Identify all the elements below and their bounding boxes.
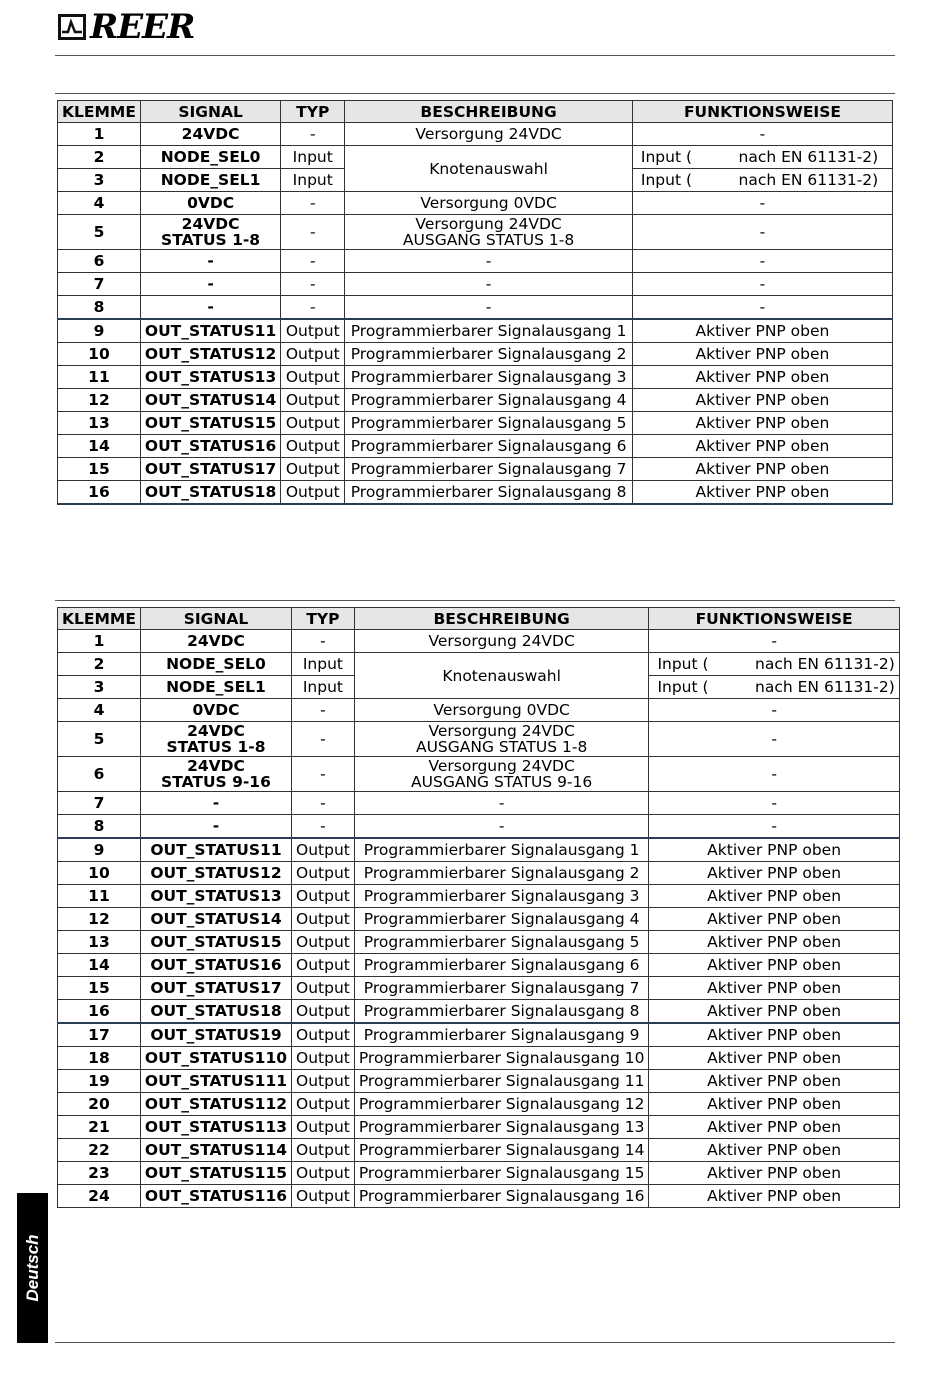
typ-cell: Input [292,653,355,676]
signal-cell: OUT_STATUS11 [140,319,280,343]
table2-top-divider [55,600,895,601]
typ-cell: Output [281,389,345,412]
table-row [58,757,900,792]
funktionsweise-cell: Aktiver PNP oben [649,908,899,931]
typ-cell: Output [292,1162,355,1185]
beschreibung-cell: Versorgung 24VDC [345,123,633,146]
funktionsweise-cell: Aktiver PNP oben [632,389,892,412]
beschreibung-cell: Programmierbarer Signalausgang 6 [345,435,633,458]
signal-line-1: 24VDC [187,757,245,775]
beschreibung-cell: Programmierbarer Signalausgang 16 [354,1185,649,1208]
klemme-cell: 24 [58,1185,141,1208]
signal-cell: OUT_STATUS11 [140,838,291,862]
signal-line-1: 24VDC [187,722,245,740]
beschreibung-line-2: AUSGANG STATUS 9-16 [411,773,593,791]
typ-cell: Output [281,366,345,389]
funktionsweise-cell: - [632,123,892,146]
beschreibung-cell: Programmierbarer Signalausgang 6 [354,954,649,977]
klemme-cell: 23 [58,1162,141,1185]
signal-cell: NODE_SEL0 [140,146,280,169]
table-row [58,146,893,169]
typ-cell: Input [281,146,345,169]
signal-cell: 24VDC [140,630,291,653]
signal-cell [140,215,280,250]
table-row [58,885,900,908]
beschreibung-line-2: AUSGANG STATUS 1-8 [415,738,588,756]
klemme-cell: 9 [58,319,141,343]
beschreibung-cell: Programmierbarer Signalausgang 12 [354,1093,649,1116]
beschreibung-cell: - [354,815,649,839]
klemme-cell: 4 [58,192,141,215]
typ-cell: Output [292,1116,355,1139]
table-row [58,838,900,862]
klemme-cell: 22 [58,1139,141,1162]
table-row [58,366,893,389]
header-klemme: KLEMME [58,608,141,630]
funktionsweise-cell: Aktiver PNP oben [632,435,892,458]
signal-cell: - [140,296,280,320]
funktionsweise-cell: - [632,296,892,320]
beschreibung-cell: Programmierbarer Signalausgang 5 [345,412,633,435]
funktionsweise-cell: Aktiver PNP oben [632,458,892,481]
signal-cell: OUT_STATUS13 [140,366,280,389]
signal-cell: OUT_STATUS16 [140,435,280,458]
header-funktionsweise: FUNKTIONSWEISE [649,608,899,630]
klemme-cell: 5 [58,215,141,250]
funktionsweise-cell: - [632,250,892,273]
typ-cell: Output [292,954,355,977]
funktionsweise-cell: - [649,815,899,839]
klemme-cell: 10 [58,343,141,366]
header-signal: SIGNAL [140,101,280,123]
beschreibung-cell: Programmierbarer Signalausgang 4 [345,389,633,412]
beschreibung-cell: Programmierbarer Signalausgang 1 [345,319,633,343]
table-row [58,931,900,954]
beschreibung-cell: Programmierbarer Signalausgang 3 [354,885,649,908]
beschreibung-cell: Versorgung 24VDC [354,630,649,653]
klemme-cell: 7 [58,273,141,296]
beschreibung-cell: Programmierbarer Signalausgang 8 [345,481,633,505]
signal-cell: OUT_STATUS17 [140,977,291,1000]
typ-cell: - [292,722,355,757]
klemme-cell: 19 [58,1070,141,1093]
signal-cell: OUT_STATUS19 [140,1023,291,1047]
beschreibung-line-1: Versorgung 24VDC [415,215,562,233]
typ-cell: - [281,250,345,273]
typ-cell: Output [292,1185,355,1208]
klemme-cell: 21 [58,1116,141,1139]
table-row [58,722,900,757]
signal-cell: OUT_STATUS115 [140,1162,291,1185]
funktionsweise-cell: Input ( nach EN 61131-2) [632,146,892,169]
klemme-cell: 17 [58,1023,141,1047]
signal-cell: OUT_STATUS16 [140,954,291,977]
reer-logo [58,7,195,47]
typ-cell: Output [281,319,345,343]
language-label: Deutsch [22,1234,42,1302]
typ-cell: Output [281,481,345,505]
funktionsweise-cell: Input ( nach EN 61131-2) [649,653,899,676]
table-row [58,1093,900,1116]
klemme-cell: 12 [58,389,141,412]
table-row [58,123,893,146]
funktionsweise-cell: - [632,273,892,296]
signal-cell: - [140,250,280,273]
klemme-cell: 15 [58,458,141,481]
beschreibung-cell: Programmierbarer Signalausgang 13 [354,1116,649,1139]
typ-cell: Output [281,435,345,458]
beschreibung-line-1: Versorgung 24VDC [428,757,575,775]
typ-cell: Output [292,908,355,931]
header-signal: SIGNAL [140,608,291,630]
header-klemme: KLEMME [58,101,141,123]
funktionsweise-cell: Aktiver PNP oben [649,1162,899,1185]
funktionsweise-cell: - [632,215,892,250]
funktionsweise-cell: - [649,792,899,815]
table-row [58,1116,900,1139]
table-row [58,192,893,215]
beschreibung-cell: Programmierbarer Signalausgang 7 [354,977,649,1000]
beschreibung-cell-merged: Knotenauswahl [345,146,633,192]
funktionsweise-cell: Aktiver PNP oben [649,1023,899,1047]
brand-name: REER [90,7,195,47]
klemme-cell: 2 [58,146,141,169]
signal-cell: OUT_STATUS12 [140,862,291,885]
beschreibung-cell: Programmierbarer Signalausgang 14 [354,1139,649,1162]
klemme-cell: 10 [58,862,141,885]
klemme-cell: 3 [58,169,141,192]
table-row [58,1000,900,1024]
beschreibung-cell: Programmierbarer Signalausgang 5 [354,931,649,954]
klemme-cell: 8 [58,815,141,839]
signal-cell: OUT_STATUS113 [140,1116,291,1139]
table-row [58,954,900,977]
signal-line-1: 24VDC [181,215,240,233]
signal-line-2: STATUS 1-8 [166,738,266,756]
klemme-cell: 6 [58,757,141,792]
header-typ: TYP [281,101,345,123]
typ-cell: - [281,192,345,215]
terminal-table-16 [57,607,900,1208]
funktionsweise-cell: Input ( nach EN 61131-2) [649,676,899,699]
signal-cell: OUT_STATUS112 [140,1093,291,1116]
table-row [58,977,900,1000]
typ-cell: Output [292,1093,355,1116]
typ-cell: - [281,123,345,146]
table-row [58,343,893,366]
signal-cell: OUT_STATUS14 [140,908,291,931]
signal-cell: - [140,273,280,296]
typ-cell: Output [292,862,355,885]
signal-cell: OUT_STATUS114 [140,1139,291,1162]
table-row [58,319,893,343]
beschreibung-cell: - [345,273,633,296]
funktionsweise-cell: Aktiver PNP oben [649,1116,899,1139]
signal-cell: OUT_STATUS15 [140,412,280,435]
beschreibung-cell: - [345,296,633,320]
signal-cell: OUT_STATUS12 [140,343,280,366]
beschreibung-cell: Programmierbarer Signalausgang 11 [354,1070,649,1093]
funktionsweise-cell: Aktiver PNP oben [649,1185,899,1208]
reer-logo-icon [58,14,86,40]
beschreibung-cell: Programmierbarer Signalausgang 15 [354,1162,649,1185]
klemme-cell: 13 [58,412,141,435]
header-beschreibung: BESCHREIBUNG [354,608,649,630]
signal-cell: OUT_STATUS13 [140,885,291,908]
terminal-table-8 [57,100,893,505]
beschreibung-line-2: AUSGANG STATUS 1-8 [402,231,575,249]
beschreibung-cell: Programmierbarer Signalausgang 2 [345,343,633,366]
klemme-cell: 6 [58,250,141,273]
klemme-cell: 14 [58,954,141,977]
klemme-cell: 9 [58,838,141,862]
funktionsweise-cell: Aktiver PNP oben [649,885,899,908]
table-row [58,908,900,931]
beschreibung-cell-merged: Knotenauswahl [354,653,649,699]
funktionsweise-cell: - [649,757,899,792]
beschreibung-cell: Programmierbarer Signalausgang 4 [354,908,649,931]
klemme-cell: 4 [58,699,141,722]
beschreibung-cell: Programmierbarer Signalausgang 9 [354,1023,649,1047]
klemme-cell: 2 [58,653,141,676]
table-row [58,481,893,505]
beschreibung-cell [354,722,649,757]
table-row [58,412,893,435]
typ-cell: - [281,215,345,250]
signal-cell: OUT_STATUS110 [140,1047,291,1070]
table-row [58,1047,900,1070]
funktionsweise-cell: Aktiver PNP oben [649,931,899,954]
typ-cell: Output [281,458,345,481]
language-side-tab [17,1193,48,1343]
funktionsweise-cell: Aktiver PNP oben [649,862,899,885]
typ-cell: Output [292,1000,355,1024]
table-header-row [58,608,900,630]
signal-cell: - [140,815,291,839]
klemme-cell: 8 [58,296,141,320]
signal-cell: - [140,792,291,815]
klemme-cell: 5 [58,722,141,757]
table-row [58,458,893,481]
klemme-cell: 16 [58,1000,141,1024]
klemme-cell: 20 [58,1093,141,1116]
table-row [58,862,900,885]
klemme-cell: 13 [58,931,141,954]
beschreibung-cell [345,215,633,250]
header-typ: TYP [292,608,355,630]
signal-cell: NODE_SEL1 [140,676,291,699]
table-row [58,1185,900,1208]
table-header-row [58,101,893,123]
table-row [58,435,893,458]
typ-cell: Output [292,977,355,1000]
funktionsweise-cell: Aktiver PNP oben [649,1047,899,1070]
table-row [58,630,900,653]
klemme-cell: 14 [58,435,141,458]
funktionsweise-cell: Aktiver PNP oben [649,977,899,1000]
klemme-cell: 7 [58,792,141,815]
table-row [58,815,900,839]
table-row [58,250,893,273]
table-row [58,1162,900,1185]
typ-cell: Output [281,343,345,366]
typ-cell: Output [292,1070,355,1093]
table-row [58,296,893,320]
table-row [58,792,900,815]
funktionsweise-cell: Aktiver PNP oben [632,319,892,343]
typ-cell: Output [292,931,355,954]
klemme-cell: 15 [58,977,141,1000]
signal-cell: OUT_STATUS17 [140,458,280,481]
funktionsweise-cell: Aktiver PNP oben [649,954,899,977]
table-row [58,1070,900,1093]
typ-cell: - [292,792,355,815]
typ-cell: Output [292,1023,355,1047]
typ-cell: Input [292,676,355,699]
signal-cell [140,722,291,757]
typ-cell: Output [292,1047,355,1070]
signal-line-2: STATUS 1-8 [161,231,261,249]
beschreibung-cell: Programmierbarer Signalausgang 2 [354,862,649,885]
klemme-cell: 12 [58,908,141,931]
beschreibung-cell: Programmierbarer Signalausgang 7 [345,458,633,481]
signal-cell: OUT_STATUS111 [140,1070,291,1093]
funktionsweise-cell: - [649,722,899,757]
signal-cell: 0VDC [140,699,291,722]
funktionsweise-cell: Aktiver PNP oben [632,366,892,389]
table-row [58,215,893,250]
typ-cell: - [281,296,345,320]
beschreibung-cell: Versorgung 0VDC [345,192,633,215]
footer-divider [55,1342,895,1343]
table-row [58,699,900,722]
funktionsweise-cell: Input ( nach EN 61131-2) [632,169,892,192]
table1-top-divider [55,93,895,94]
table-row [58,389,893,412]
beschreibung-cell: Programmierbarer Signalausgang 10 [354,1047,649,1070]
beschreibung-cell [354,757,649,792]
typ-cell: - [292,815,355,839]
klemme-cell: 16 [58,481,141,505]
signal-cell: NODE_SEL0 [140,653,291,676]
signal-line-2: STATUS 9-16 [161,773,271,791]
typ-cell: Output [281,412,345,435]
header-funktionsweise: FUNKTIONSWEISE [632,101,892,123]
signal-cell [140,757,291,792]
typ-cell: - [281,273,345,296]
signal-cell: OUT_STATUS15 [140,931,291,954]
klemme-cell: 11 [58,885,141,908]
klemme-cell: 18 [58,1047,141,1070]
typ-cell: - [292,699,355,722]
beschreibung-cell: - [354,792,649,815]
table-row [58,653,900,676]
funktionsweise-cell: Aktiver PNP oben [649,838,899,862]
table-row [58,1139,900,1162]
funktionsweise-cell: - [649,699,899,722]
funktionsweise-cell: Aktiver PNP oben [649,1093,899,1116]
beschreibung-cell: Programmierbarer Signalausgang 1 [354,838,649,862]
beschreibung-cell: Programmierbarer Signalausgang 3 [345,366,633,389]
funktionsweise-cell: Aktiver PNP oben [632,412,892,435]
beschreibung-cell: Programmierbarer Signalausgang 8 [354,1000,649,1024]
klemme-cell: 1 [58,123,141,146]
beschreibung-cell: Versorgung 0VDC [354,699,649,722]
beschreibung-cell: - [345,250,633,273]
header-divider [55,55,895,56]
typ-cell: Output [292,838,355,862]
typ-cell: - [292,630,355,653]
funktionsweise-cell: - [649,630,899,653]
typ-cell: Input [281,169,345,192]
funktionsweise-cell: Aktiver PNP oben [649,1000,899,1024]
signal-cell: NODE_SEL1 [140,169,280,192]
signal-cell: OUT_STATUS18 [140,481,280,505]
table-row [58,273,893,296]
funktionsweise-cell: Aktiver PNP oben [632,481,892,505]
signal-cell: OUT_STATUS18 [140,1000,291,1024]
funktionsweise-cell: - [632,192,892,215]
funktionsweise-cell: Aktiver PNP oben [649,1070,899,1093]
beschreibung-line-1: Versorgung 24VDC [428,722,575,740]
typ-cell: - [292,757,355,792]
typ-cell: Output [292,1139,355,1162]
signal-cell: OUT_STATUS14 [140,389,280,412]
header-beschreibung: BESCHREIBUNG [345,101,633,123]
klemme-cell: 3 [58,676,141,699]
klemme-cell: 11 [58,366,141,389]
typ-cell: Output [292,885,355,908]
signal-cell: 0VDC [140,192,280,215]
funktionsweise-cell: Aktiver PNP oben [649,1139,899,1162]
klemme-cell: 1 [58,630,141,653]
table-row [58,1023,900,1047]
signal-cell: OUT_STATUS116 [140,1185,291,1208]
signal-cell: 24VDC [140,123,280,146]
funktionsweise-cell: Aktiver PNP oben [632,343,892,366]
